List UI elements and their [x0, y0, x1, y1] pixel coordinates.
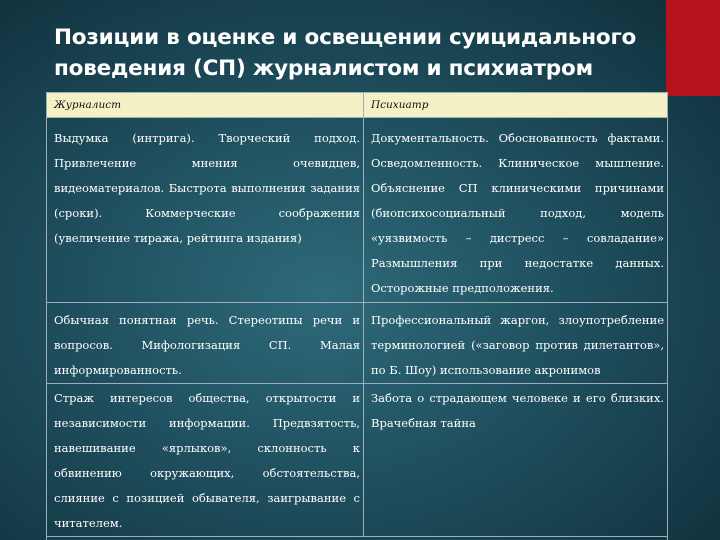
table-header-row — [47, 93, 667, 118]
header-psychiatrist: Психиатр — [364, 93, 668, 118]
psychiatrist-cell: Профессиональный жаргон, злоупотребление терминологией («заговор против дилетантов», по Б. Шоу) использование акронимов — [371, 313, 664, 377]
slide-title: Позиции в оценке и освещении суицидального поведения (СП) журналистом и психиатром — [54, 25, 637, 81]
header-journalist: Журналист — [47, 93, 364, 118]
red-accent-bar — [666, 0, 720, 96]
psychiatrist-cell: Документальность. Обоснованность фактами. Осведомленность. Клиническое мышление. Объяснение СП клиническими причинами (биопсихосоциальный подход, модель «уязвимость – дистресс – совладание» Размышления при недостатке данных. Осторожные предположения. — [371, 131, 664, 295]
journalist-cell: Обычная понятная речь. Стереотипы речи и вопросов. Мифологизация СП. Малая информированность. — [47, 303, 364, 384]
journalist-cell: Страж интересов общества, открытости и независимости информации. Предвзятость, навешивание «ярлыков», склонность к обвинению окружающих, обстоятельства, слияние с позицией обывателя, заигрывание с читателем. — [47, 384, 364, 537]
table-row — [47, 118, 667, 303]
table-row — [47, 384, 667, 537]
psychiatrist-cell: Забота о страдающем человеке и его близких. Врачебная тайна — [371, 391, 664, 430]
table-row — [47, 303, 667, 384]
journalist-cell: Выдумка (интрига). Творческий подход. Привлечение мнения очевидцев, видеоматериалов. Быстрота выполнения задания (сроки). Коммерческие соображения (увеличение тиража, рейтинга издания) — [47, 118, 364, 303]
comparison-table — [46, 92, 668, 540]
